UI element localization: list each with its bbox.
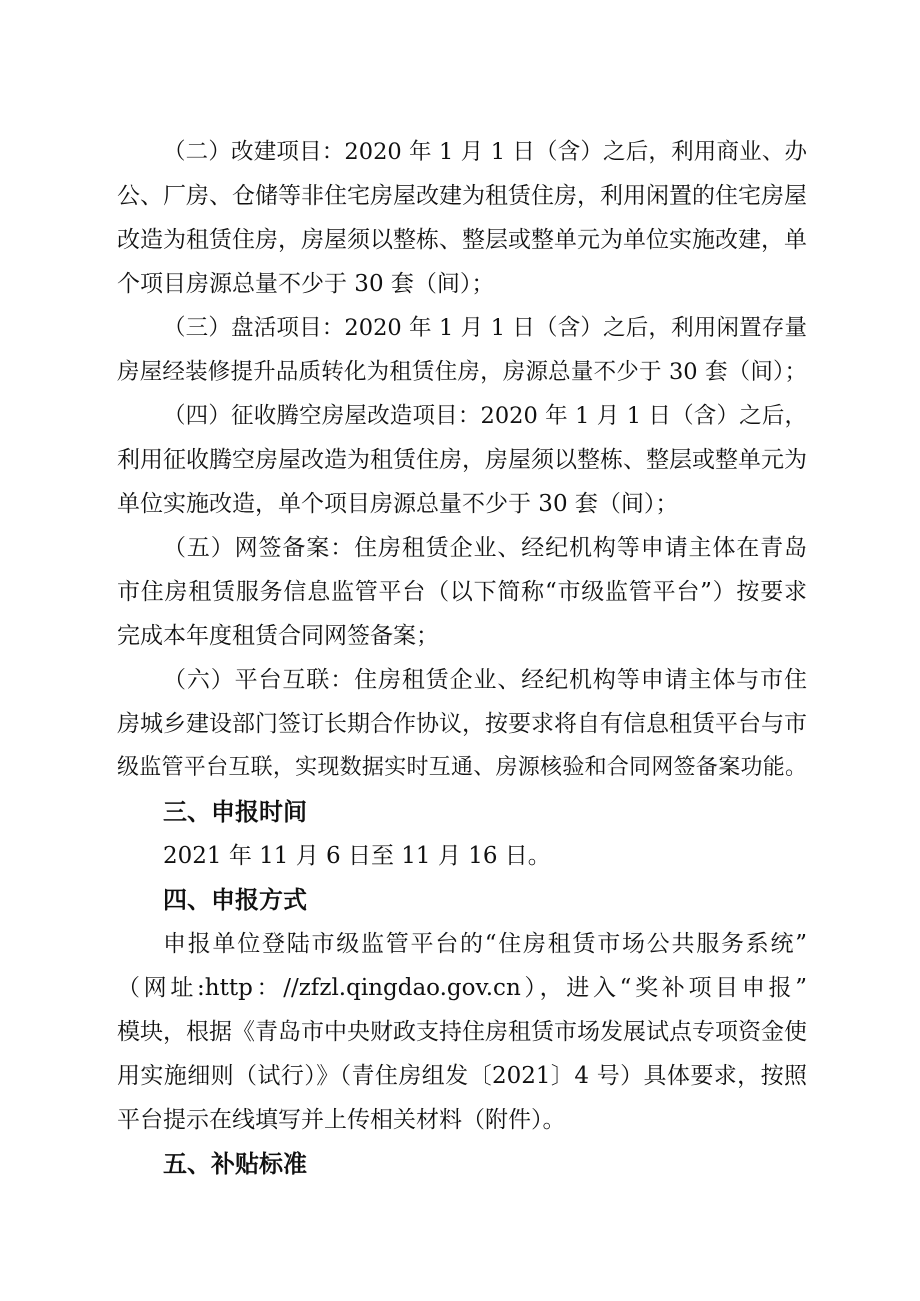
section-4-line-3: 模块，根据《青岛市中央财政支持住房租赁市场发展试点专项资金使 bbox=[117, 1019, 807, 1045]
paragraph-2-line-1: （二）改建项目：2020 年 1 月 1 日（含）之后，利用商业、办 bbox=[163, 139, 807, 165]
paragraph-6-line-3: 级监管平台互联，实现数据实时互通、房源核验和合同网签备案功能。 bbox=[117, 755, 807, 780]
section-4-line-2: （网址:http：//zfzl.qingdao.gov.cn），进入“奖补项目申报” bbox=[117, 975, 807, 1001]
paragraph-6-line-1: （六）平台互联：住房租赁企业、经纪机构等申请主体与市住 bbox=[163, 667, 807, 693]
paragraph-3-line-2: 房屋经装修提升品质转化为租赁住房，房源总量不少于 30 套（间）； bbox=[117, 359, 807, 385]
paragraph-5-line-2: 市住房租赁服务信息监管平台（以下简称“市级监管平台”）按要求 bbox=[117, 579, 807, 605]
section-4-line-5: 平台提示在线填写并上传相关材料（附件）。 bbox=[117, 1107, 566, 1133]
paragraph-2-line-4: 个项目房源总量不少于 30 套（间）； bbox=[117, 271, 495, 297]
paragraph-5-line-3: 完成本年度租赁合同网签备案； bbox=[117, 623, 439, 649]
section-5-heading: 五、补贴标准 bbox=[163, 1150, 307, 1178]
section-3-text: 2021 年 11 月 6 日至 11 月 16 日。 bbox=[163, 843, 551, 869]
section-4-line-4: 用实施细则（试行）》（青住房组发〔2021〕4 号）具体要求，按照 bbox=[117, 1063, 807, 1089]
paragraph-6-line-2: 房城乡建设部门签订长期合作协议，按要求将自有信息租赁平台与市 bbox=[117, 711, 807, 737]
section-3-heading: 三、申报时间 bbox=[163, 798, 307, 826]
paragraph-5-line-1: （五）网签备案：住房租赁企业、经纪机构等申请主体在青岛 bbox=[163, 535, 807, 561]
paragraph-3-line-1: （三）盘活项目：2020 年 1 月 1 日（含）之后，利用闲置存量 bbox=[163, 315, 807, 341]
paragraph-4-line-3: 单位实施改造，单个项目房源总量不少于 30 套（间）； bbox=[117, 491, 679, 517]
section-4-heading: 四、申报方式 bbox=[163, 886, 307, 914]
paragraph-4-line-2: 利用征收腾空房屋改造为租赁住房，房屋须以整栋、整层或整单元为 bbox=[117, 447, 807, 473]
paragraph-2-line-2: 公、厂房、仓储等非住宅房屋改建为租赁住房，利用闲置的住宅房屋 bbox=[117, 183, 807, 209]
section-4-line-1: 申报单位登陆市级监管平台的“住房租赁市场公共服务系统” bbox=[163, 931, 807, 957]
paragraph-2-line-3: 改造为租赁住房，房屋须以整栋、整层或整单元为单位实施改建，单 bbox=[117, 227, 807, 253]
paragraph-4-line-1: （四）征收腾空房屋改造项目：2020 年 1 月 1 日（含）之后， bbox=[163, 403, 807, 429]
